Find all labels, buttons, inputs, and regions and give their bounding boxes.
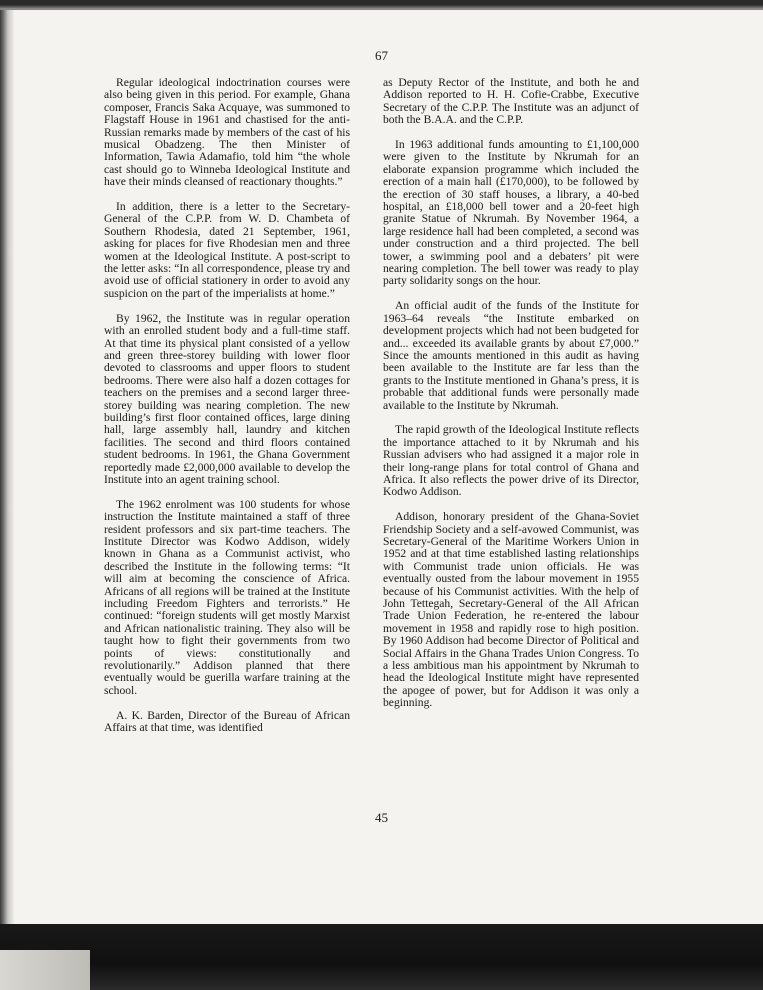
paragraph: By 1962, the Institute was in regular operation with an enrolled student body and a full-time staff. At that time its physical plant consisted of a yellow and green three-storey building with lower floor devoted to classrooms and upper floors to student bedrooms. There were also half a dozen cottages for teachers on the premises and a second larger three-storey building was nearing completion. The new building’s first floor contained offices, large dining hall, large assembly hall, laundry and kitchen facilities. The second and third floors contained student bedrooms. In 1961, the Ghana Government reportedly made £2,000,000 available to develop the Institute into an agent training school.: [104, 311, 350, 486]
page-number-bottom: 45: [375, 810, 388, 825]
scan-bottom-corner: [0, 950, 90, 990]
left-column: [104, 77, 350, 747]
paragraph: A. K. Barden, Director of the Bureau of African Affairs at that time, was identified: [104, 708, 350, 735]
paragraph: Regular ideological indoctrination courses were also being given in this period. For example, Ghana composer, Francis Saka Acquaye, was summoned to Flagstaff House in 1961 and chastised for the anti-Russian remarks made by members of the cast of his musical Obadzeng. The then Minister of Information, Tawia Adamafio, told him “the whole cast should go to Winneba Ideological Institute and have their minds cleansed of reactionary thoughts.”: [104, 76, 350, 189]
paragraph: An official audit of the funds of the Institute for 1963–64 reveals “the Institute embarked on development projects which had not been budgeted for and... exceeded its available grants by about £7,000.” Since the amounts mentioned in this audit as having been available to the Institute are far less than the grants to the Institute mentioned in Ghana’s press, it is probable that additional funds were personally made available to the Institute by Nkrumah.: [383, 299, 639, 412]
paragraph: as Deputy Rector of the Institute, and both he and Addison reported to H. H. Cofie-Crabbe, Executive Secretary of the C.P.P. The Institute was an adjunct of both the B.A.A. and the C.P.P.: [383, 76, 639, 127]
page-number-top: 67: [375, 48, 388, 63]
paragraph: The 1962 enrolment was 100 students for whose instruction the Institute maintained a staff of three resident professors and six part-time teachers. The Institute Director was Kodwo Addison, widely known in Ghana as a Communist activist, who described the Institute in the following terms: “It will aim at becoming the conscience of Africa. Africans of all regions will be trained at the Institute including Freedom Fighters and terrorists.” He continued: “foreign students will get mostly Marxist and African nationalistic training. They also will be taught how to fight their governments from two points of views: constitutionally and revolutionarily.” Addison planned that there eventually would be guerilla warfare training at the school.: [104, 497, 350, 697]
paragraph: Addison, honorary president of the Ghana-Soviet Friendship Society and a self-avowed Communist, was Secretary-General of the Maritime Workers Union in 1952 and at that time established lasting relationships with Communist trade union officials. He was eventually ousted from the labour movement in 1955 because of his Communist activities. With the help of John Tettegah, Secretary-General of the All African Trade Union Federation, he re-entered the labour movement in 1958 and rapidly rose to high position. By 1960 Addison had become Director of Political and Social Affairs in the Ghana Trades Union Congress. To a less ambitious man his appointment by Nkrumah to head the Ideological Institute might have represented the apogee of power, but for Addison it was only a beginning.: [383, 510, 639, 710]
right-column: [383, 77, 639, 722]
scan-left-edge: [0, 10, 14, 940]
paragraph: In addition, there is a letter to the Secretary-General of the C.P.P. from W. D. Chambeta of Southern Rhodesia, dated 21 September, 1961, asking for places for five Rhodesian men and three women at the Ideological Institute. A post-script to the letter asks: “In all correspondence, please try and avoid use of official stationery in order to avoid any suspicion on the part of the imperialists at home.”: [104, 200, 350, 300]
scan-top-border: [0, 0, 763, 8]
scan-top-border-line: [0, 8, 763, 10]
scan-bottom-shadow: [0, 924, 763, 990]
paragraph: The rapid growth of the Ideological Institute reflects the importance attached to it by Nkrumah and his Russian advisers who had assigned it a major role in their long-range plans for total control of Ghana and Africa. It also reflects the power drive of its Director, Kodwo Addison.: [383, 423, 639, 499]
paragraph: In 1963 additional funds amounting to £1,100,000 were given to the Institute by Nkrumah for an elaborate expansion programme which included the erection of a main hall (£170,000), to be followed by the erection of 30 staff houses, a library, a 40-bed hospital, an £18,000 bell tower and a 20-feet high granite Statue of Nkrumah. By November 1964, a large residence hall had been completed, a second was under construction and a third projected. The bell tower, a swimming pool and a debaters’ pit were nearing completion. The bell tower was ready to play party solidarity songs on the hour.: [383, 138, 639, 288]
